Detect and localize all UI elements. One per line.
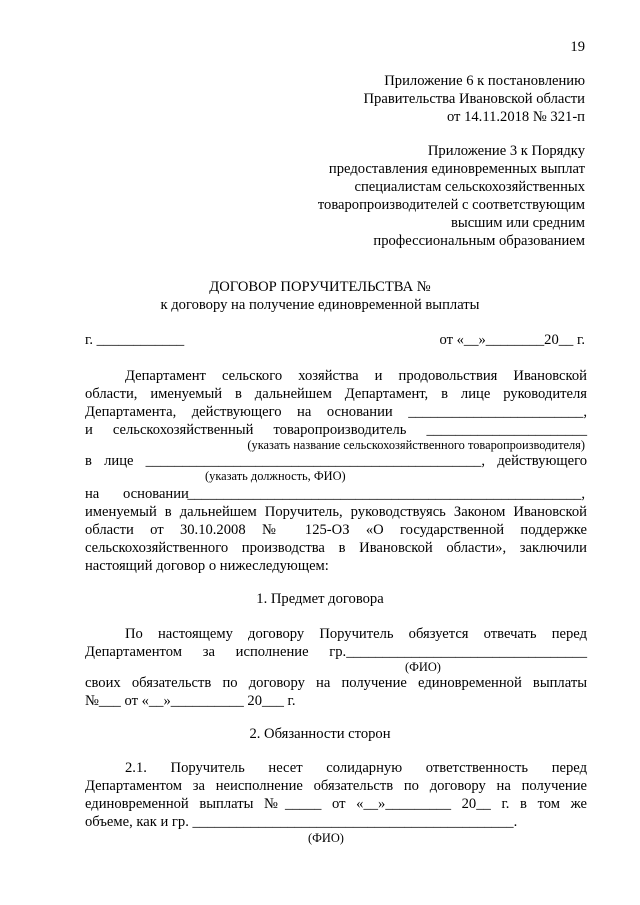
basis-blank: ______________________________________________________, — [187, 486, 585, 502]
hint-position: (указать должность, ФИО) — [205, 469, 346, 483]
document-subtitle: к договору на получение единовременной выплаты — [160, 297, 480, 313]
header-attachment3-line: специалистам сельскохозяйственных — [354, 179, 585, 195]
basis-word-osnovanii: основании — [123, 486, 189, 502]
section2-line: Департаментом за неисполнение обязательств по договору на получение — [85, 778, 587, 794]
section1-line: Департаментом за исполнение гр._________________________________ — [85, 644, 587, 660]
intro-line: области, именуемый в дальнейшем Департамент, в лице руководителя — [85, 386, 587, 402]
section1-title: 1. Предмет договора — [256, 591, 384, 607]
intro-line: и сельскохозяйственный товаропроизводитель ______________________ — [85, 422, 587, 438]
intro-line: Департамент сельского хозяйства и продовольствия Ивановской — [125, 368, 587, 384]
in-person-line: в лице ______________________________________________, действующего — [85, 453, 587, 469]
intro-cont-line: области от 30.10.2008 № 125-ОЗ «О государственной поддержке — [85, 522, 587, 538]
place-line: г. ____________ — [85, 332, 185, 348]
header-attachment3-line: профессиональным образованием — [373, 233, 585, 249]
basis-word-na: на — [85, 486, 100, 502]
date-line: от «__»________20__ г. — [439, 332, 585, 348]
header-attachment3-line: предоставления единовременных выплат — [328, 161, 585, 177]
section1-hint-fio: (ФИО) — [405, 660, 441, 674]
hint-producer: (указать название сельскохозяйственного товаропроизводителя) — [247, 438, 585, 452]
header-attachment3-line: товаропроизводителей с соответствующим — [317, 197, 585, 213]
intro-line: Департамента, действующего на основании ________________________, — [85, 404, 587, 420]
section1-line: своих обязательств по договору на получение единовременной выплаты — [85, 675, 587, 691]
header-attachment3-line: высшим или средним — [451, 215, 585, 231]
page-number: 19 — [570, 39, 585, 55]
intro-cont-line: сельскохозяйственного производства в Ивановской области», заключили — [85, 540, 587, 556]
header-attachment3-line: Приложение 3 к Порядку — [427, 143, 585, 159]
section1-line: По настоящему договору Поручитель обязуется отвечать перед — [125, 626, 587, 642]
document-title: ДОГОВОР ПОРУЧИТЕЛЬСТВА № — [209, 279, 431, 295]
header-attachment6-line: от 14.11.2018 № 321-п — [446, 109, 585, 125]
section2-line: единовременной выплаты №_____ от «__»_________ 20__ г. в том же — [85, 796, 587, 812]
intro-cont-line: настоящий договор о нижеследующем: — [85, 558, 329, 574]
section2-title: 2. Обязанности сторон — [249, 726, 391, 742]
header-attachment6-line: Правительства Ивановской области — [363, 91, 585, 107]
section1-line: №___ от «__»__________ 20___ г. — [85, 693, 296, 709]
section2-hint-fio: (ФИО) — [308, 831, 344, 845]
intro-cont-line: именуемый в дальнейшем Поручитель, руководствуясь Законом Ивановской — [85, 504, 587, 520]
section2-line: 2.1. Поручитель несет солидарную ответственность перед — [125, 760, 587, 776]
section2-line: объеме, как и гр. ____________________________________________. — [85, 814, 518, 830]
header-attachment6-line: Приложение 6 к постановлению — [384, 73, 585, 89]
